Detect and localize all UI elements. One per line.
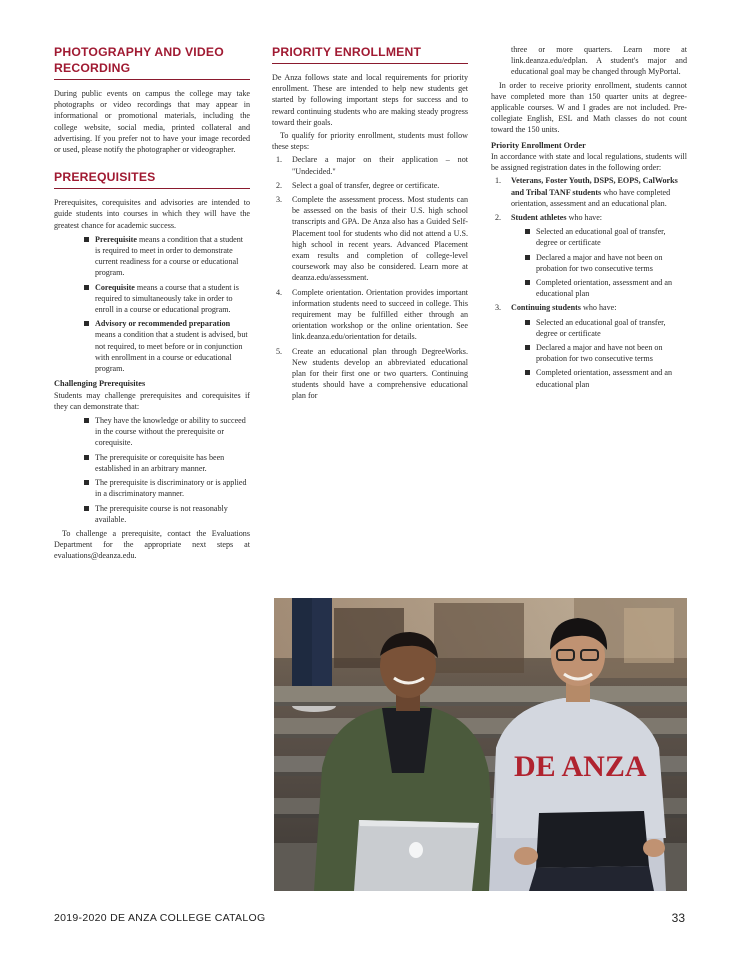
list-item: 2. Student athletes who have: Selected an educational goal of transfer, degree or certificate Declared a major and have not been on probation for two consecutive terms Completed orientation, assessment and an educational plan (491, 212, 687, 299)
list-item: 1. Veterans, Foster Youth, DSPS, EOPS, CalWorks and Tribal TANF students who have completed orientation, assessment and an educational plan. (495, 176, 678, 208)
priority-order-intro: In accordance with state and local regulations, students will be assigned registration dates in the following order: (491, 152, 687, 173)
students-photo-illustration (274, 598, 687, 891)
priority-order-heading: Priority Enrollment Order (491, 140, 586, 150)
priority-steps (272, 154, 468, 401)
challenging-list (84, 415, 250, 525)
list-item: They have the knowledge or ability to succeed in the course without the prerequisite or corequisite. (84, 415, 250, 449)
students-photo (274, 598, 687, 891)
list-item: Completed orientation, assessment and an educational plan (525, 277, 687, 299)
list-item: 3. Continuing students who have: Selected an educational goal of transfer, degree or certificate Declared a major and have not been on probation for two consecutive terms Completed orientation, assessment and an educational plan (491, 302, 687, 389)
prerequisites-definitions (84, 234, 250, 374)
list-item: The prerequisite is discriminatory or is applied in a discriminatory manner. (84, 477, 250, 499)
column-left (54, 44, 250, 562)
catalog-footer-title: 2019-2020 DE ANZA COLLEGE CATALOG (54, 912, 266, 924)
list-item: Selected an educational goal of transfer, degree or certificate (525, 317, 687, 339)
priority-qualify: To qualify for priority enrollment, students must follow these steps: (272, 131, 468, 152)
list-item: 4. Complete orientation. Orientation provides important information students need to succeed in college. This requirement may be fulfilled either through an orientation workshop or the online orientation. See link.deanza.edu/orientation for details. (276, 287, 468, 342)
list-item: The prerequisite course is not reasonably available. (84, 503, 250, 525)
list-item: 3. Complete the assessment process. Most students can be assessed on the basis of their U.S. high school transcripts and GPA. De Anza also has a Guided Self-Placement tool for students who did not attend a U.S. high school in recent years. Advanced Placement exam results and completion of college-level coursework may also be considered. Learn more at deanza.edu/assessment. (276, 195, 468, 283)
photography-heading: PHOTOGRAPHY AND VIDEO RECORDING (54, 44, 250, 80)
list-item: 5. Create an educational plan through DegreeWorks. New students develop an abbreviated educational plan for their first one or two quarters. Continuing students should have a comprehensive educational plan for (276, 346, 468, 401)
sweatshirt-lettering: DE ANZA (514, 750, 647, 783)
prerequisites-intro: Prerequisites, corequisites and advisories are intended to guide students into courses in which they will have the greatest chance for academic success. (54, 198, 250, 230)
list-item: Selected an educational goal of transfer, degree or certificate (525, 226, 687, 248)
page-number: 33 (671, 911, 685, 925)
athlete-requirements (525, 226, 687, 299)
challenging-prerequisites-heading: Challenging Prerequisites (54, 379, 146, 389)
list-item: Advisory or recommended preparation means a condition that a student is advised, but not required, to meet before or in conjunction with enrollment in a course or educational program. (84, 318, 250, 374)
list-item: The prerequisite or corequisite has been established in an arbitrary manner. (84, 452, 250, 474)
priority-intro: De Anza follows state and local requirements for priority enrollment. These are intended to help new students get started by following important steps for success and to reward continuing students who are making steady progress toward their goals. (272, 73, 468, 127)
challenging-intro: Students may challenge prerequisites and corequisites if they can demonstrate that: (54, 390, 250, 411)
list-item: Prerequisite means a condition that a student is required to meet in order to demonstrate current readiness for a course or educational program. (84, 234, 250, 279)
list-item: Corequisite means a course that a student is required to simultaneously take in order to enroll in a course or educational program. (84, 282, 250, 316)
list-item: Completed orientation, assessment and an educational plan (525, 367, 687, 389)
continuing-requirements (525, 317, 687, 390)
list-item: Declared a major and have not been on probation for two consecutive terms (525, 252, 687, 274)
prerequisites-heading: PREREQUISITES (54, 169, 250, 189)
challenging-outro: To challenge a prerequisite, contact the Evaluations Department for the appropriate next steps at evaluations@deanza.edu. (54, 528, 250, 561)
list-item: Declared a major and have not been on probation for two consecutive terms (525, 342, 687, 364)
edplan-continued: three or more quarters. Learn more at link.deanza.edu/edplan. A student's major and educational goal may be changed through MyPortal. (511, 45, 687, 77)
list-item: 1. Declare a major on their application – not "Undecided." (276, 155, 468, 176)
priority-enrollment-heading: PRIORITY ENROLLMENT (272, 44, 468, 64)
unit-limit-text: In order to receive priority enrollment, students cannot have completed more than 150 quarter units at degree-applicable courses. W and I grades are not included. Pre-collegiate English, ESL and Math classes do not count toward the 150 units. (491, 80, 687, 135)
photography-text: During public events on campus the college may take photographs or video recordings that may appear in informational or promotional materials, including the college website, social media, printed collateral and advertising. If you prefer not to have your image recorded or used, please notify the photographer or videographer. (54, 89, 250, 155)
list-item: 2. Select a goal of transfer, degree or certificate. (276, 180, 440, 190)
column-right (491, 44, 687, 393)
column-middle (272, 44, 468, 405)
priority-order-list (491, 175, 687, 389)
